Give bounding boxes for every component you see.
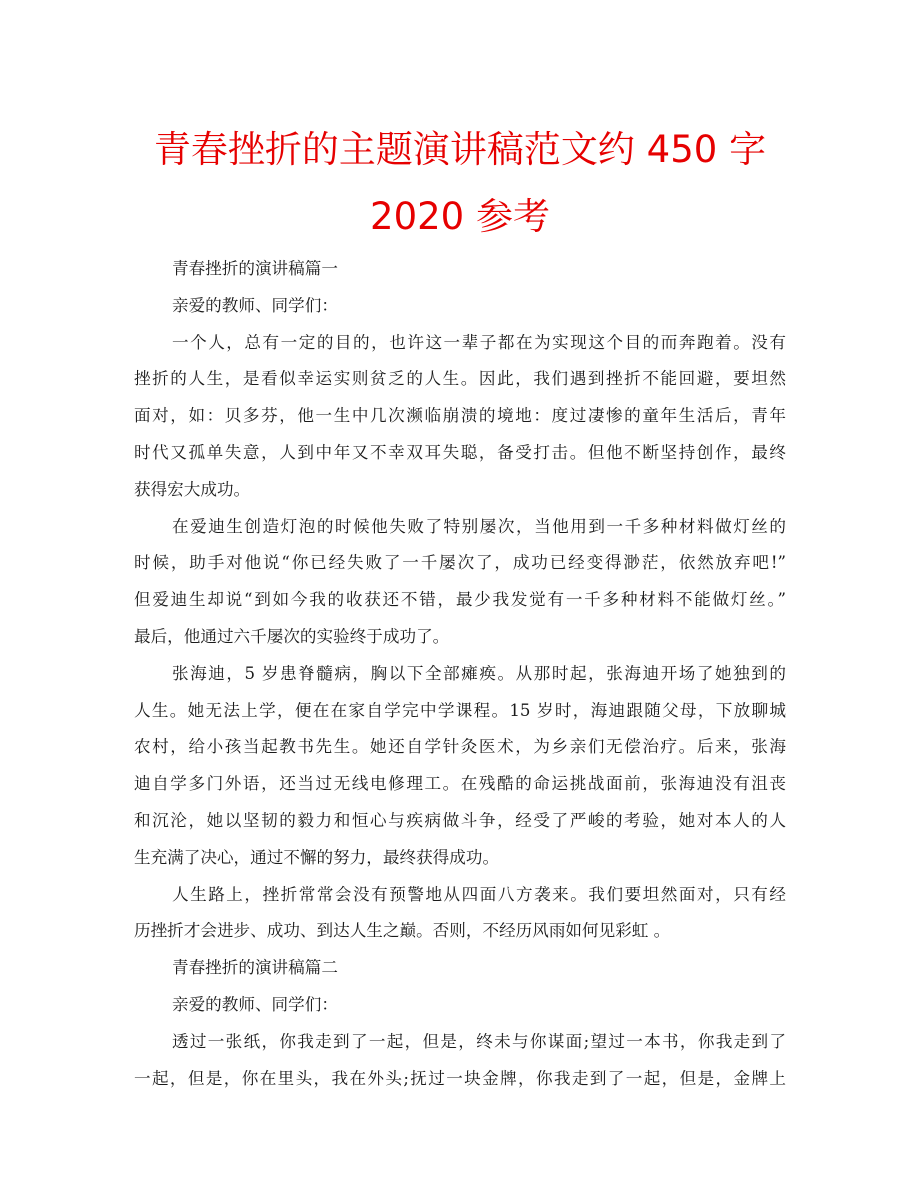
paragraph-line: 和沉沦，她以坚韧的毅力和恒心与疾病做斗争，经受了严峻的考验，她对本人的人 xyxy=(134,810,786,830)
paragraph-line: 人生路上，挫折常常会没有预警地从四面八方袭来。我们要坦然面对，只有经 xyxy=(172,884,786,904)
paragraph-line: 一个人，总有一定的目的，也许这一辈子都在为实现这个目的而奔跑着。没有 xyxy=(172,332,786,352)
paragraph-line: 在爱迪生创造灯泡的时候他失败了特别屡次，当他用到一千多种材料做灯丝的 xyxy=(172,516,786,536)
paragraph-line: 但爱迪生却说“到如今我的收获还不错，最少我发觉有一千多种材料不能做灯丝。” xyxy=(134,590,786,610)
section-heading-1: 青春挫折的演讲稿篇一 xyxy=(172,259,338,278)
paragraph-line: 获得宏大成功。 xyxy=(134,479,251,499)
paragraph-line: 时代又孤单失意，人到中年又不幸双耳失聪，备受打击。但他不断坚持创作，最终 xyxy=(134,442,786,462)
paragraph-line: 面对，如：贝多芬，他一生中几次濒临崩溃的境地：度过凄惨的童年生活后，青年 xyxy=(134,406,786,426)
document-body xyxy=(134,251,786,1097)
salutation-2: 亲爱的教师、同学们： xyxy=(172,994,338,1014)
paragraph-line: 时候，助手对他说“你已经失败了一千屡次了，成功已经变得渺茫，依然放弃吧!” xyxy=(134,553,786,573)
paragraph-line: 历挫折才会进步、成功、到达人生之巅。否则，不经历风雨如何见彩虹 。 xyxy=(134,921,671,941)
paragraph-line: 一起，但是，你在里头，我在外头;抚过一块金牌，你我走到了一起，但是，金牌上 xyxy=(134,1068,786,1088)
paragraph-line: 生充满了决心，通过不懈的努力，最终获得成功。 xyxy=(134,847,500,867)
document-title-line-2: 2020 参考 xyxy=(370,195,550,238)
section-heading-2: 青春挫折的演讲稿篇二 xyxy=(172,958,338,978)
document-title-line-1: 青春挫折的主题演讲稿范文约 450 字 xyxy=(153,128,767,171)
paragraph-line: 透过一张纸，你我走到了一起，但是，终未与你谋面;望过一本书，你我走到了 xyxy=(172,1031,786,1051)
paragraph-line: 迪自学多门外语，还当过无线电修理工。在残酷的命运挑战面前，张海迪没有沮丧 xyxy=(134,774,786,794)
paragraph-line: 农村，给小孩当起教书先生。她还自学针灸医术，为乡亲们无偿治疗。后来，张海 xyxy=(134,737,786,757)
paragraph-line: 最后，他通过六千屡次的实验终于成功了。 xyxy=(134,626,450,646)
salutation-1: 亲爱的教师、同学们： xyxy=(172,295,338,315)
paragraph-line: 人生。她无法上学，便在在家自学完中学课程。15 岁时，海迪跟随父母，下放聊城 xyxy=(134,700,786,720)
paragraph-line: 挫折的人生，是看似幸运实则贫乏的人生。因此，我们遇到挫折不能回避，要坦然 xyxy=(134,369,786,389)
paragraph-line: 张海迪，5 岁患脊髓病，胸以下全部瘫痪。从那时起，张海迪开场了她独到的 xyxy=(172,663,786,683)
